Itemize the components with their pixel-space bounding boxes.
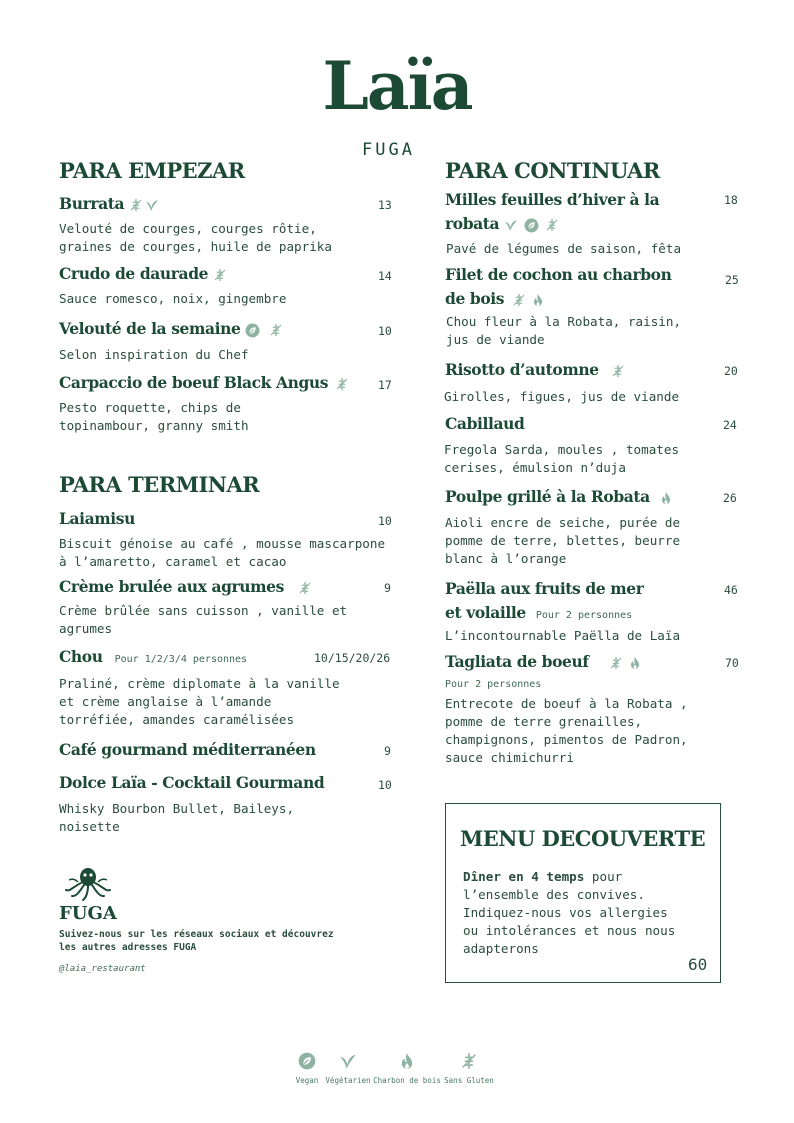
menu-item-description: Girolles, figues, jus de viande bbox=[444, 389, 680, 404]
gluten-free-icon bbox=[611, 364, 625, 378]
menu-item-price: 14 bbox=[378, 269, 392, 283]
menu-decouverte-text: Dîner en 4 temps pour l’ensemble des convives. Indiquez-nous vos allergies ou intolérances et nous nous adapterons bbox=[463, 869, 676, 956]
vegetarian-icon bbox=[504, 218, 518, 232]
charcoal-icon bbox=[531, 293, 545, 307]
gluten-free-icon bbox=[460, 1052, 478, 1070]
menu-item-description: Praliné, crème diplomate à la vanille et crème anglaise à l’amande torréfiée, amandes caramélisées bbox=[59, 676, 340, 727]
legend-gluten-free: Sans Gluten bbox=[424, 1052, 514, 1085]
vegan-icon bbox=[245, 323, 260, 338]
menu-item-description: Crème brûlée sans cuisson , vanille et agrumes bbox=[59, 603, 348, 636]
logo-text: Laïa bbox=[322, 47, 472, 125]
menu-item-description: Whisky Bourbon Bullet, Baileys, noisette bbox=[59, 801, 295, 834]
gluten-free-icon bbox=[129, 198, 143, 212]
menu-item-description: Velouté de courges, courges rôtie, graines de courges, huile de paprika bbox=[59, 221, 332, 254]
gluten-free-icon bbox=[298, 581, 312, 595]
menu-item-price: 46 bbox=[724, 583, 738, 597]
menu-item-price: 13 bbox=[378, 198, 392, 212]
menu-item-price: 10 bbox=[378, 778, 392, 792]
menu-item-price: 26 bbox=[723, 491, 737, 505]
menu-item-name: Café gourmand méditerranéen bbox=[59, 740, 316, 759]
menu-item-name: Filet de cochon au charbon de bois bbox=[445, 265, 672, 308]
footer-brand: FUGA bbox=[59, 903, 117, 924]
menu-item-name: Dolce Laïa - Cocktail Gourmand bbox=[59, 773, 325, 792]
footer-text: Suivez-nous sur les réseaux sociaux et découvrez les autres adresses FUGA bbox=[59, 929, 334, 953]
menu-item-price: 9 bbox=[384, 744, 391, 758]
menu-item-name: Risotto d’automne bbox=[445, 358, 625, 382]
gluten-free-icon bbox=[335, 377, 349, 391]
vegetarian-icon bbox=[339, 1052, 357, 1070]
gluten-free-icon bbox=[609, 656, 623, 670]
menu-item-name: Crème brulée aux agrumes bbox=[59, 575, 312, 599]
gluten-free-icon bbox=[213, 268, 227, 282]
menu-item-description: Fregola Sarda, moules , tomates cerises, émulsion n’duja bbox=[444, 442, 680, 475]
serving-note: Pour 2 personnes bbox=[445, 679, 542, 690]
menu-item-name: Chou Pour 1/2/3/4 personnes bbox=[59, 647, 248, 666]
menu-item-name: Milles feuilles d’hiver à la robata bbox=[445, 190, 660, 233]
menu-item-description: Sauce romesco, noix, gingembre bbox=[59, 291, 287, 306]
serving-note: Pour 1/2/3/4 personnes bbox=[114, 654, 248, 665]
menu-item-description: Entrecote de boeuf à la Robata , pomme de terre grenailles, champignons, pimentos de Padron, sauce chimichurri bbox=[445, 696, 688, 765]
menu-item-name: Velouté de la semaine bbox=[59, 317, 283, 341]
menu-item-name: Cabillaud bbox=[445, 414, 525, 433]
menu-item-price: 18 bbox=[724, 193, 738, 207]
legend-charcoal: Charbon de bois bbox=[362, 1052, 452, 1085]
menu-item-name: Tagliata de boeuf bbox=[445, 650, 642, 674]
legend-vegan: Vegan bbox=[262, 1052, 352, 1085]
vegan-icon bbox=[524, 218, 539, 233]
menu-item-description: Aioli encre de seiche, purée de pomme de terre, blettes, beurre blanc à l’orange bbox=[445, 515, 681, 566]
menu-item-name: Laiamisu bbox=[59, 509, 135, 528]
gluten-free-icon bbox=[269, 323, 283, 337]
menu-item-description: Chou fleur à la Robata, raisin, jus de viande bbox=[446, 314, 682, 347]
menu-item-price: 70 bbox=[725, 656, 739, 670]
menu-item-name: Burrata bbox=[59, 192, 159, 216]
menu-item-price: 17 bbox=[378, 378, 392, 392]
menu-item-price: 20 bbox=[724, 364, 738, 378]
section-title-desserts: PARA TERMINAR bbox=[59, 472, 260, 497]
charcoal-icon bbox=[398, 1052, 416, 1070]
menu-item-price: 10 bbox=[378, 324, 392, 338]
menu-decouverte-price: 60 bbox=[688, 955, 708, 974]
charcoal-icon bbox=[628, 656, 642, 670]
section-title-starters: PARA EMPEZAR bbox=[59, 158, 245, 183]
menu-decouverte-title: MENU DECOUVERTE bbox=[460, 826, 706, 851]
menu-item-name: Paëlla aux fruits de mer et volaille Pour 2 personnes bbox=[445, 579, 644, 622]
octopus-logo-icon bbox=[64, 866, 112, 902]
legend-vegetarian: Végétarien bbox=[303, 1052, 393, 1085]
menu-item-name: Carpaccio de boeuf Black Angus bbox=[59, 371, 349, 395]
menu-item-price: 10/15/20/26 bbox=[314, 651, 391, 665]
menu-item-description: Biscuit génoise au café , mousse mascarpone à l’amaretto, caramel et cacao bbox=[59, 536, 386, 569]
menu-item-price: 25 bbox=[725, 273, 739, 287]
section-title-mains: PARA CONTINUAR bbox=[445, 158, 660, 183]
vegetarian-icon bbox=[145, 198, 159, 212]
serving-note: Pour 2 personnes bbox=[535, 610, 633, 621]
header-subtitle: FUGA bbox=[362, 140, 415, 160]
menu-item-description: Selon inspiration du Chef bbox=[59, 347, 249, 362]
menu-item-description: Pesto roquette, chips de topinambour, granny smith bbox=[59, 400, 249, 433]
menu-item-price: 10 bbox=[378, 514, 392, 528]
menu-item-description: Pavé de légumes de saison, fêta bbox=[446, 241, 682, 256]
menu-item-price: 9 bbox=[384, 581, 391, 595]
menu-item-description: L’incontournable Paëlla de Laïa bbox=[445, 628, 681, 643]
social-handle[interactable]: @laia_restaurant bbox=[59, 964, 146, 974]
gluten-free-icon bbox=[545, 218, 559, 232]
menu-item-price: 24 bbox=[723, 418, 737, 432]
menu-item-name: Crudo de daurade bbox=[59, 262, 227, 286]
menu-item-name: Poulpe grillé à la Robata bbox=[445, 485, 673, 509]
charcoal-icon bbox=[659, 491, 673, 505]
gluten-free-icon bbox=[512, 293, 526, 307]
